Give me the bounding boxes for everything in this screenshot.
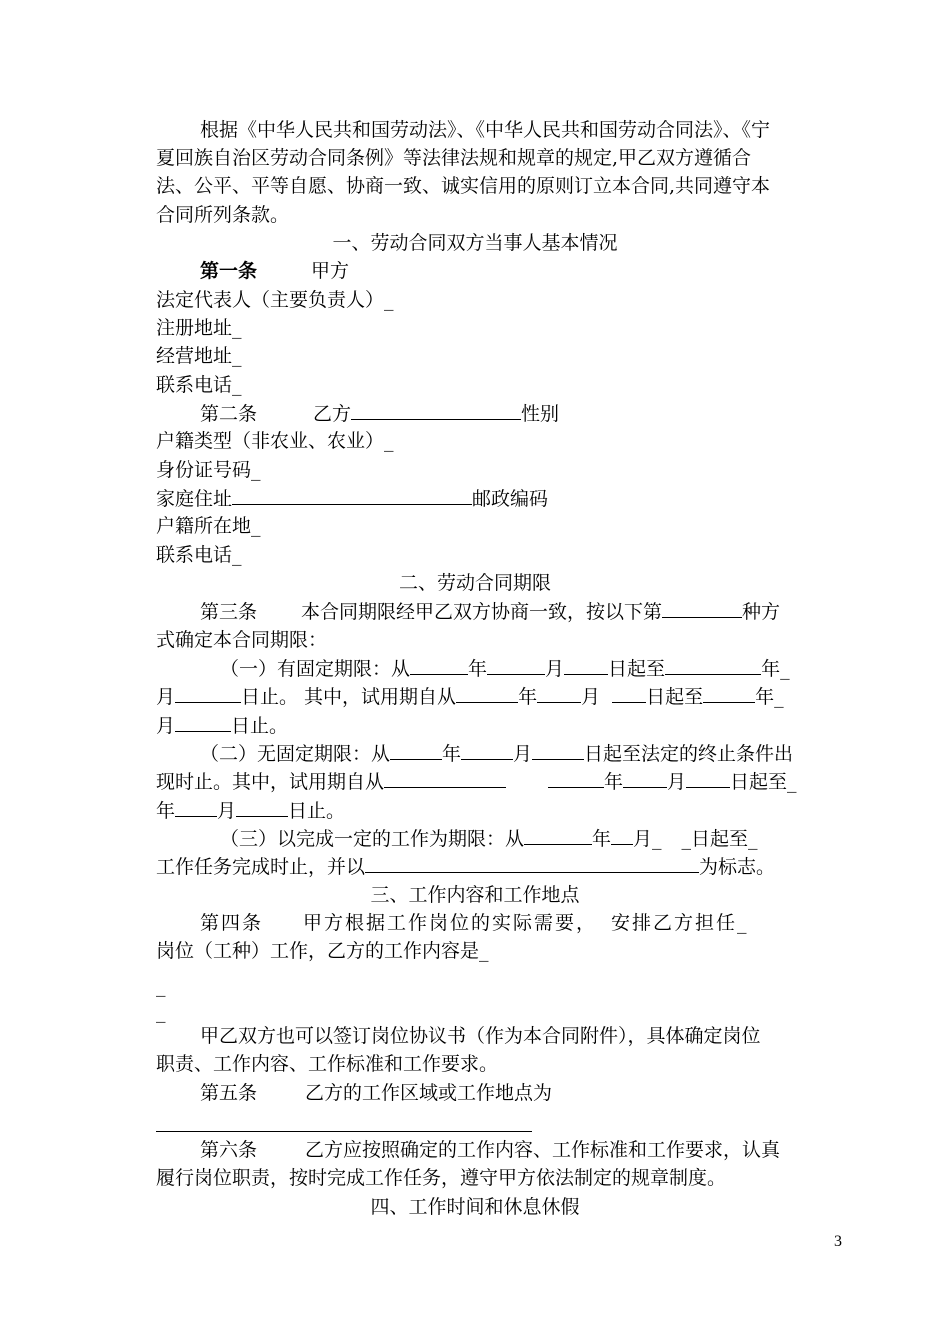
article-1 [200, 257, 900, 285]
blank [612, 682, 646, 703]
home-address-label: 家庭住址 [156, 488, 233, 510]
option-2-label: （二）无固定期限：从 [200, 743, 391, 765]
probation-label: 日止。 其中，试用期自从 [241, 686, 457, 708]
section1-heading: 一、劳动合同双方当事人基本情况 [332, 232, 618, 254]
option-1-line-2 [156, 682, 856, 711]
option-2-line-1 [200, 739, 900, 768]
article-5-label: 第五条 [200, 1082, 258, 1104]
year-label: 年 [468, 658, 488, 680]
month-label: 月 [156, 686, 176, 708]
option-1-line-1 [220, 654, 920, 683]
preamble-line-1: 根据《中华人民共和国劳动法》、《中华人民共和国劳动合同法》、《宁 [200, 119, 771, 141]
blank [175, 711, 231, 732]
party-a-phone-field: 联系电话_ [156, 374, 242, 396]
year-label: 年 [518, 686, 538, 708]
day-from-label: 日起至_ [730, 771, 797, 793]
article-4-line-2: 岗位（工种）工作，乙方的工作内容是_ [156, 940, 489, 962]
article-6-text: 乙方应按照确定的工作内容、工作标准和工作要求，认真 [305, 1139, 781, 1161]
month-label: 月 [513, 743, 533, 765]
month-label: 月 [667, 771, 687, 793]
year-label: 年 [592, 828, 612, 850]
blank [236, 796, 288, 817]
blank [665, 654, 761, 675]
blank [390, 739, 442, 760]
month-label: 月 [217, 800, 237, 822]
blank [548, 767, 604, 788]
article-4-label: 第四条 [200, 912, 264, 934]
probation-label: 现时止。其中，试用期自从 [156, 771, 385, 793]
article-4-text: 甲方根据工作岗位的实际需要， [303, 912, 598, 934]
article-3-text: 本合同期限经甲乙双方协商一致，按以下第 [301, 601, 663, 623]
option-1-label: （一）有固定期限：从 [220, 658, 411, 680]
blank [410, 654, 468, 675]
preamble-line-3: 法、公平、平等自愿、协商一致、诚实信用的原则订立本合同,共同遵守本 [156, 175, 771, 197]
article-4 [200, 909, 900, 937]
option-2-line-3 [156, 796, 856, 825]
blank [686, 767, 730, 788]
blank-line-1: _ [156, 975, 166, 997]
blank [365, 852, 699, 873]
party-b-label: 乙方 [313, 403, 352, 425]
preamble-line-2: 夏回族自治区劳动合同条例》等法律法规和规章的规定,甲乙双方遵循合 [156, 147, 752, 169]
blank [456, 682, 518, 703]
day-from-label: 日起至 [608, 658, 666, 680]
month-label: 月 [156, 715, 176, 737]
blank-line-2: _ [156, 1001, 166, 1023]
business-address-field: 经营地址_ [156, 345, 242, 367]
article-4-text-b: 安排乙方担任_ [611, 912, 749, 934]
blank [384, 767, 506, 788]
home-address-row [156, 484, 856, 513]
blank [703, 682, 755, 703]
month-label: 月_ [633, 828, 662, 850]
year-label: 年 [156, 800, 176, 822]
id-number-field: 身份证号码_ [156, 459, 261, 481]
article-5-text: 乙方的工作区域或工作地点为 [305, 1082, 553, 1104]
blank [564, 654, 608, 675]
hukou-type-field: 户籍类型（非农业、农业）_ [156, 430, 394, 452]
marker-label: 为标志。 [699, 856, 776, 878]
day-end-label: 日止。 [231, 715, 289, 737]
article-3-line-2: 式确定本合同期限： [156, 629, 328, 651]
agreement-line-1: 甲乙双方也可以签订岗位协议书（作为本合同附件），具体确定岗位 [200, 1025, 761, 1047]
option-3-line-2 [156, 852, 856, 881]
blank [524, 824, 592, 845]
year-label: 年 [442, 743, 462, 765]
year-label: 年_ [761, 658, 790, 680]
article-5 [200, 1079, 900, 1107]
home-address-blank [232, 484, 472, 505]
year-label: 年_ [755, 686, 784, 708]
agreement-line-2: 职责、工作内容、工作标准和工作要求。 [156, 1053, 499, 1075]
section4-heading: 四、工作时间和休息休假 [370, 1196, 580, 1218]
preamble-line-4: 合同所列条款。 [156, 204, 290, 226]
day-from-label: _日起至_ [681, 828, 758, 850]
article-2-label: 第二条 [200, 403, 258, 425]
option-3-label: （三）以完成一定的工作为期限：从 [220, 828, 525, 850]
month-label: 月 [545, 658, 565, 680]
party-a-label: 甲方 [311, 260, 350, 282]
blank [623, 767, 667, 788]
option-2-text: 日起至法定的终止条件出 [584, 743, 794, 765]
postcode-label: 邮政编码 [472, 488, 549, 510]
completion-label: 工作任务完成时止，并以 [156, 856, 366, 878]
option-3-line-1 [220, 824, 920, 853]
party-b-name-blank [351, 399, 521, 420]
page-number: 3 [834, 1233, 842, 1250]
section2-heading: 二、劳动合同期限 [398, 572, 551, 594]
year-label: 年 [604, 771, 624, 793]
article-6-line-2: 履行岗位职责，按时完成工作任务，遵守甲方依法制定的规章制度。 [156, 1167, 727, 1189]
blank [537, 682, 581, 703]
blank [175, 796, 217, 817]
blank [461, 739, 513, 760]
article-1-label: 第一条 [200, 260, 258, 282]
day-from-label: 日起至 [646, 686, 704, 708]
article-3 [200, 597, 900, 626]
blank [487, 654, 545, 675]
section3-heading: 三、工作内容和工作地点 [370, 884, 580, 906]
month-label: 月 [581, 686, 601, 708]
work-location-blank [156, 1131, 532, 1132]
blank [532, 739, 584, 760]
party-b-phone-field: 联系电话_ [156, 544, 242, 566]
legal-rep-field: 法定代表人（主要负责人）_ [156, 289, 394, 311]
option-1-line-3 [156, 711, 856, 740]
blank [611, 824, 633, 845]
term-type-blank [662, 597, 742, 618]
article-3-text-b: 种方 [742, 601, 781, 623]
article-6 [200, 1136, 900, 1164]
registered-address-field: 注册地址_ [156, 317, 242, 339]
hukou-location-field: 户籍所在地_ [156, 515, 261, 537]
blank [175, 682, 241, 703]
option-2-line-2 [156, 767, 856, 796]
gender-label: 性别 [521, 403, 560, 425]
article-3-label: 第三条 [200, 601, 258, 623]
article-2 [200, 399, 900, 428]
article-6-label: 第六条 [200, 1139, 258, 1161]
day-end-label: 日止。 [288, 800, 346, 822]
